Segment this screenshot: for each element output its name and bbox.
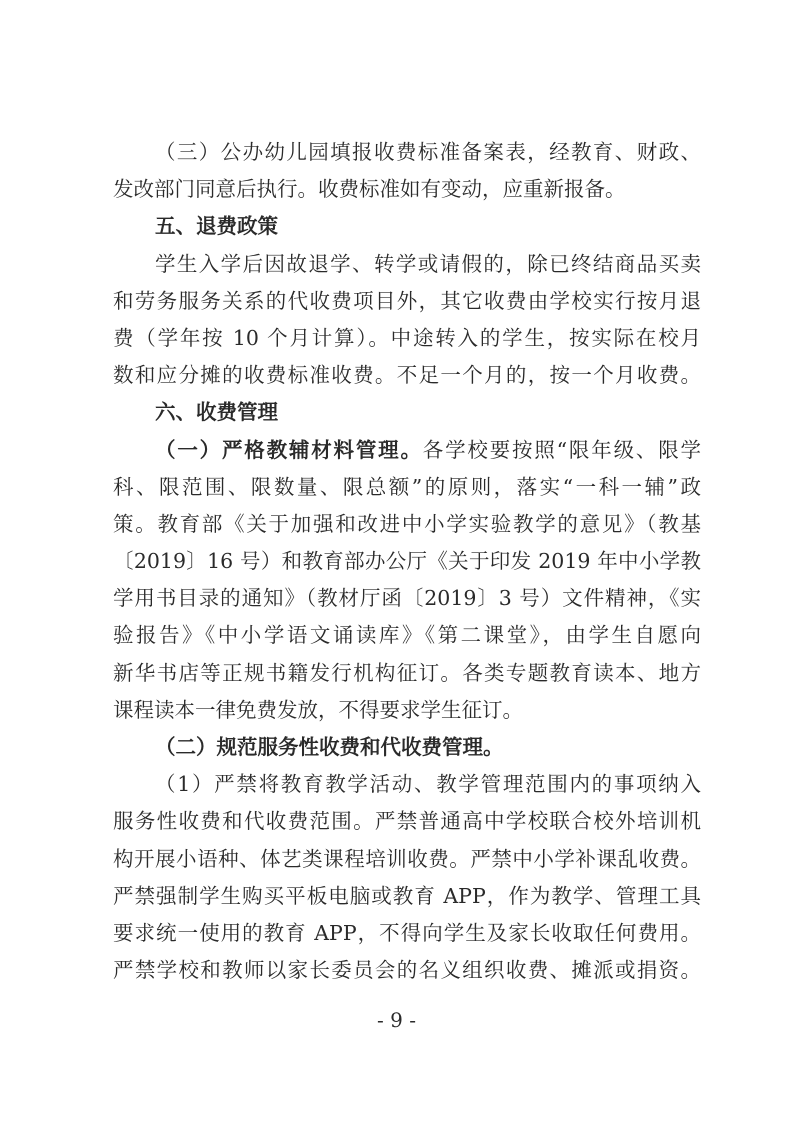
section-heading-5: 五、退费政策: [155, 214, 278, 239]
paragraph-line: 验报告》《中小学语文诵读库》《第二课堂》，由学生自愿向: [113, 623, 701, 648]
paragraph-line: （三）公办幼儿园填报收费标准备案表，经教育、财政、: [155, 140, 701, 164]
paragraph-text: 各学校要按照“限年级、限学: [422, 437, 702, 462]
page-number: - 9 -: [377, 1008, 416, 1032]
paragraph-line: 〔2019〕16 号）和教育部办公厅《关于印发 2019 年中小学教: [113, 549, 701, 574]
paragraph-line: 费（学年按 10 个月计算）。中途转入的学生，按实际在校月: [113, 325, 701, 350]
paragraph-line: 课程读本一律免费发放，不得要求学生征订。: [113, 697, 523, 722]
paragraph-line: 策。教育部《关于加强和改进中小学实验教学的意见》（教基: [113, 511, 701, 536]
paragraph-line: 严禁学校和教师以家长委员会的名义组织收费、摊派或捐资。: [113, 958, 701, 983]
paragraph-line: [113, 432, 701, 469]
section-heading-6: 六、收费管理: [155, 400, 278, 425]
paragraph-line: 新华书店等正规书籍发行机构征订。各类专题教育读本、地方: [113, 660, 701, 685]
subheading-2: （二）规范服务性收费和代收费管理。: [155, 735, 504, 759]
paragraph-line: 和劳务服务关系的代收费项目外，其它收费由学校实行按月退: [113, 288, 701, 313]
paragraph-line: 学用书目录的通知》（教材厅函〔2019〕3 号）文件精神，《实: [113, 586, 701, 611]
paragraph-line: 发改部门同意后执行。收费标准如有变动，应重新报备。: [113, 177, 626, 202]
paragraph-line: 科、限范围、限数量、限总额”的原则，落实“一科一辅”政: [113, 474, 701, 499]
paragraph-line: （1）严禁将教育教学活动、教学管理范围内的事项纳入: [155, 772, 701, 797]
paragraph-line: 学生入学后因故退学、转学或请假的，除已终结商品买卖: [155, 251, 701, 276]
document-body: [113, 134, 701, 989]
paragraph-line: 构开展小语种、体艺类课程培训收费。严禁中小学补课乱收费。: [113, 846, 701, 871]
paragraph-line: 要求统一使用的教育 APP，不得向学生及家长收取任何费用。: [113, 920, 701, 945]
paragraph-line: 服务性收费和代收费范围。严禁普通高中学校联合校外培训机: [113, 809, 701, 834]
subheading-1: （一）严格教辅材料管理。: [155, 437, 423, 462]
paragraph-line: 数和应分摊的收费标准收费。不足一个月的，按一个月收费。: [113, 363, 701, 388]
paragraph-line: 严禁强制学生购买平板电脑或教育 APP，作为教学、管理工具: [113, 883, 701, 908]
